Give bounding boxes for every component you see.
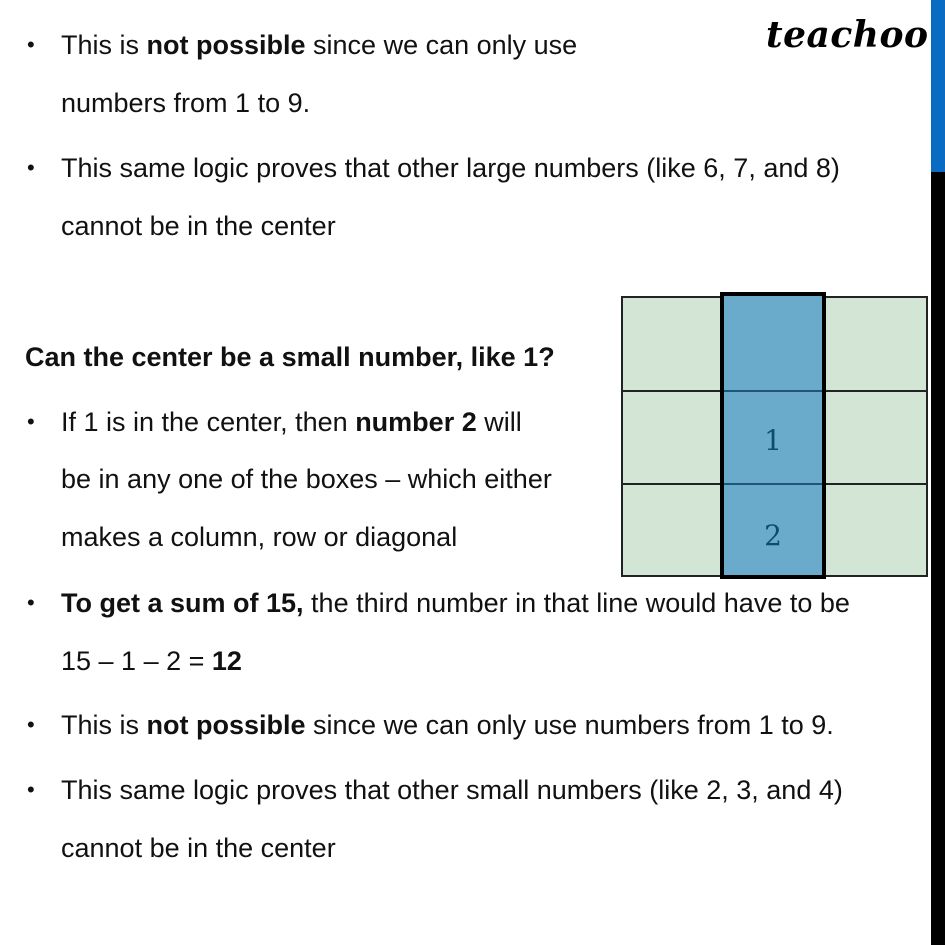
text-run: This is xyxy=(61,710,147,740)
text-run: since we can only use numbers from 1 to 9. xyxy=(305,710,834,740)
bold-text: not possible xyxy=(146,30,306,60)
text-line: This same logic proves that other large numbers (like 6, 7, and 8) xyxy=(61,153,840,183)
bullet-icon: • xyxy=(27,155,35,180)
text-line: This same logic proves that other small numbers (like 2, 3, and 4) xyxy=(61,775,843,805)
bullet-icon: • xyxy=(27,777,35,802)
text-line: numbers from 1 to 9. xyxy=(61,88,311,118)
sidebar-dark-bar xyxy=(931,172,945,945)
cell-divider xyxy=(724,483,822,485)
grid-cell-center: 1 xyxy=(764,424,782,457)
text-run: the third number in that line would have to be xyxy=(303,588,850,618)
section-heading: Can the center be a small number, like 1? xyxy=(25,342,555,372)
text-line: be in any one of the boxes – which either xyxy=(61,464,552,494)
bold-text: To get a sum of 15, xyxy=(61,588,304,618)
bullet-icon: • xyxy=(27,409,35,434)
bold-text: 12 xyxy=(211,646,242,676)
text-line: cannot be in the center xyxy=(61,211,336,241)
bold-text: number 2 xyxy=(355,407,477,437)
bullet-icon: • xyxy=(27,32,35,57)
text-line xyxy=(61,406,522,438)
highlighted-middle-column xyxy=(720,292,826,579)
cell-divider xyxy=(724,390,822,392)
text-line: makes a column, row or diagonal xyxy=(61,522,458,552)
sidebar-accent-bar xyxy=(931,0,945,172)
bullet-icon: • xyxy=(27,590,35,615)
teachoo-logo: teachoo xyxy=(766,14,929,56)
text-line xyxy=(61,29,577,61)
grid-cell-bottom-center: 2 xyxy=(764,519,782,552)
text-run: This is xyxy=(61,30,147,60)
text-run: 15 – 1 – 2 = xyxy=(61,646,212,676)
text-line xyxy=(61,645,242,677)
text-run: will xyxy=(476,407,522,437)
text-line xyxy=(61,587,850,619)
text-line: cannot be in the center xyxy=(61,833,336,863)
text-run: since we can only use xyxy=(305,30,578,60)
text-run: If 1 is in the center, then xyxy=(61,407,356,437)
bullet-icon: • xyxy=(27,712,35,737)
bold-text: not possible xyxy=(146,710,306,740)
text-line xyxy=(61,709,834,741)
